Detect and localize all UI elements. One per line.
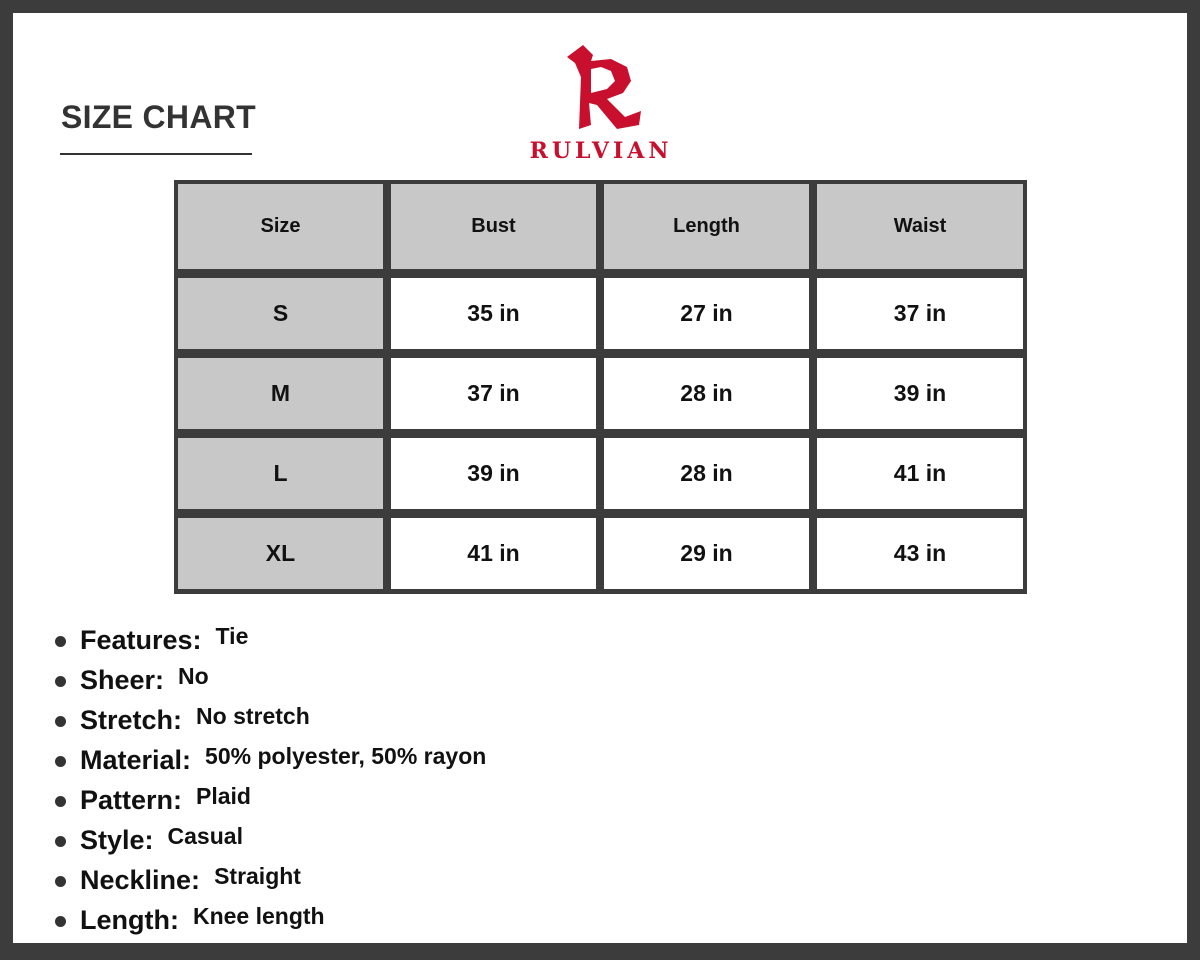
attribute-label: Style: — [80, 825, 154, 855]
waist-cell: 39 in — [817, 358, 1023, 429]
attribute-value: Knee length — [192, 903, 325, 929]
attribute-item-sheer — [55, 665, 486, 705]
attribute-label: Material: — [80, 745, 192, 775]
bullet-icon — [55, 916, 66, 927]
attribute-item-pattern — [55, 785, 486, 825]
attribute-item-length — [55, 905, 486, 945]
bust-cell: 37 in — [391, 358, 596, 429]
attribute-value: Plaid — [196, 783, 251, 809]
attribute-list — [55, 625, 486, 945]
attribute-item-stretch — [55, 705, 486, 745]
bullet-icon — [55, 756, 66, 767]
attribute-value: No — [178, 663, 209, 689]
bullet-icon — [55, 876, 66, 887]
size-table — [174, 180, 1027, 594]
length-cell: 28 in — [604, 358, 809, 429]
brand-wordmark: RULVIAN — [529, 138, 673, 164]
header-cell-size: Size — [178, 184, 383, 269]
header-cell-bust: Bust — [391, 184, 596, 269]
attribute-label: Neckline: — [80, 865, 201, 895]
size-cell: S — [178, 278, 383, 349]
header-cell-waist: Waist — [817, 184, 1023, 269]
attribute-value: Straight — [214, 863, 301, 889]
bust-cell: 35 in — [391, 278, 596, 349]
attribute-label: Length: — [80, 905, 179, 935]
bust-cell: 39 in — [391, 438, 596, 509]
header-cell-length: Length — [604, 184, 809, 269]
length-cell: 27 in — [604, 278, 809, 349]
bullet-icon — [55, 716, 66, 727]
size-cell: XL — [178, 518, 383, 589]
length-cell: 28 in — [604, 438, 809, 509]
waist-cell: 43 in — [817, 518, 1023, 589]
attribute-item-neckline — [55, 865, 486, 905]
attribute-label: Stretch: — [80, 705, 183, 735]
attribute-label: Pattern: — [80, 785, 183, 815]
attribute-label: Features: — [80, 625, 202, 655]
bust-cell: 41 in — [391, 518, 596, 589]
attribute-item-style — [55, 825, 486, 865]
brand-r-logo-icon — [561, 43, 643, 133]
waist-cell: 41 in — [817, 438, 1023, 509]
size-chart-card — [13, 13, 1187, 943]
attribute-item-features — [55, 625, 486, 665]
waist-cell: 37 in — [817, 278, 1023, 349]
bullet-icon — [55, 636, 66, 647]
size-cell: M — [178, 358, 383, 429]
attribute-value: Casual — [167, 823, 243, 849]
bullet-icon — [55, 796, 66, 807]
length-cell: 29 in — [604, 518, 809, 589]
page-title: SIZE CHART — [61, 99, 256, 135]
attribute-value: 50% polyester, 50% rayon — [205, 743, 487, 769]
bullet-icon — [55, 836, 66, 847]
attribute-label: Sheer: — [80, 665, 165, 695]
bullet-icon — [55, 676, 66, 687]
attribute-value: Tie — [215, 623, 249, 649]
title-underline — [60, 153, 252, 155]
size-cell: L — [178, 438, 383, 509]
attribute-item-material — [55, 745, 486, 785]
attribute-value: No stretch — [196, 703, 310, 729]
